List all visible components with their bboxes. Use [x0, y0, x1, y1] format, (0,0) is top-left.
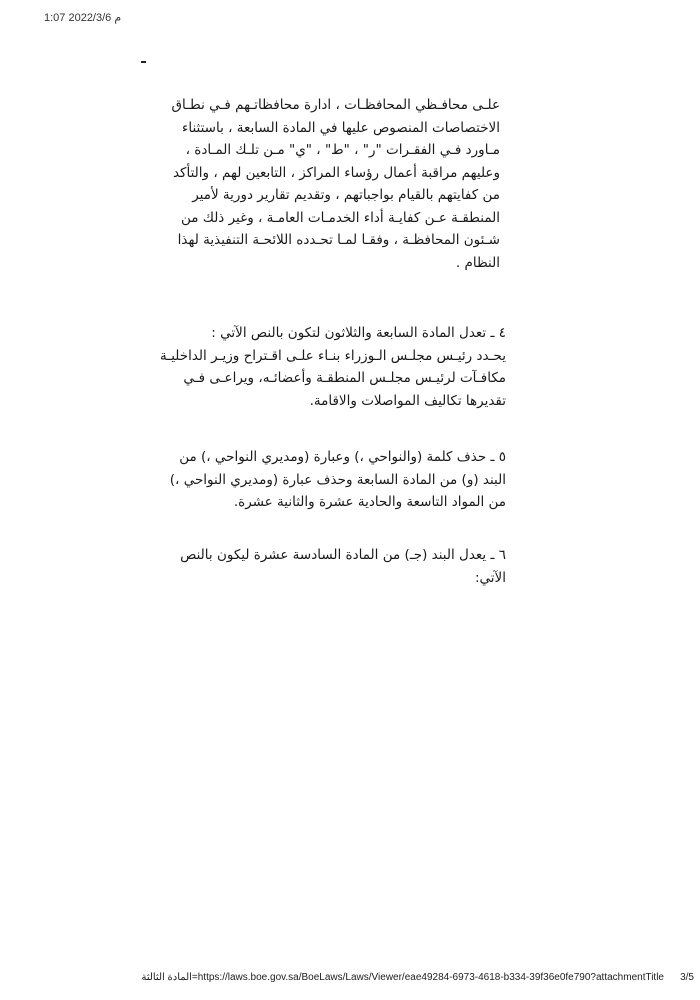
text-line: البند (و) من المادة السابعة وحذف عبارة (ومديري النواحي ،): [169, 471, 506, 488]
page-number: 3/5: [680, 972, 694, 983]
text-line: من كفايتهم بالقيام بواجباتهم ، وتقديم تقارير دورية لأمير: [192, 187, 500, 203]
text-line: النظام .: [455, 254, 500, 271]
text-line: علـى محافـظي المحافظـات ، ادارة محافظاتـهم فـي نطـاق: [171, 97, 500, 113]
text-line: الاختصاصات المنصوص عليها في المادة السابعة ، باستثناء: [181, 119, 500, 136]
text-line: المنطقـة عـن كفايـة أداء الخدمـات العامـة ، وغير ذلك من: [181, 209, 500, 226]
clause-6-article-16: [180, 544, 506, 589]
text-line: مكافـآت لرئيـس مجلـس المنطقـة وأعضائـه، ويراعـى فـي: [183, 370, 506, 386]
text-line: تقديرها تكاليف المواصلات والاقامة.: [309, 392, 506, 409]
text-line: ٦ ـ يعدل البند (جـ) من المادة السادسة عشرة ليكون بالنص: [180, 547, 506, 563]
clause-4-article-37: [160, 322, 506, 412]
source-url: المادة الثالثة=https://laws.boe.gov.sa/BoeLaws/Laws/Viewer/eae49284-6973-4618-b334-39f36e0fe790?attachmentTitle: [141, 972, 664, 983]
text-line: من المواد التاسعة والحادية عشرة والثانية عشرة.: [233, 494, 506, 510]
text-line: ٤ ـ تعدل المادة السابعة والثلاثون لتكون بالنص الآتي :: [211, 325, 506, 341]
text-line: مـاورد فـي الفقـرات "ر" ، "ط" ، "ي" مـن تلـك المـادة ،: [185, 142, 500, 158]
text-line: الآتي:: [474, 569, 506, 586]
print-timestamp: 1:07 2022/3/6 م: [44, 12, 122, 24]
print-footer: [0, 972, 700, 986]
paragraph-governors-duties: [171, 94, 500, 274]
text-line: شـئون المحافظـة ، وفقـا لمـا تحـدده اللائحـة التنفيذية لهذا: [177, 232, 500, 248]
text-line: ٥ ـ حذف كلمة (والنواحي ،) وعبارة (ومديري النواحي ،) من: [179, 449, 506, 465]
text-line: وعليهم مراقبة أعمال رؤساء المراكز ، التابعين لهم ، والتأكد: [172, 164, 500, 181]
clause-5-deletion: [169, 446, 506, 514]
text-line: يحـدد رئيـس مجلـس الـوزراء بنـاء علـى اقـتراح وزيـر الداخليـة: [160, 347, 506, 364]
